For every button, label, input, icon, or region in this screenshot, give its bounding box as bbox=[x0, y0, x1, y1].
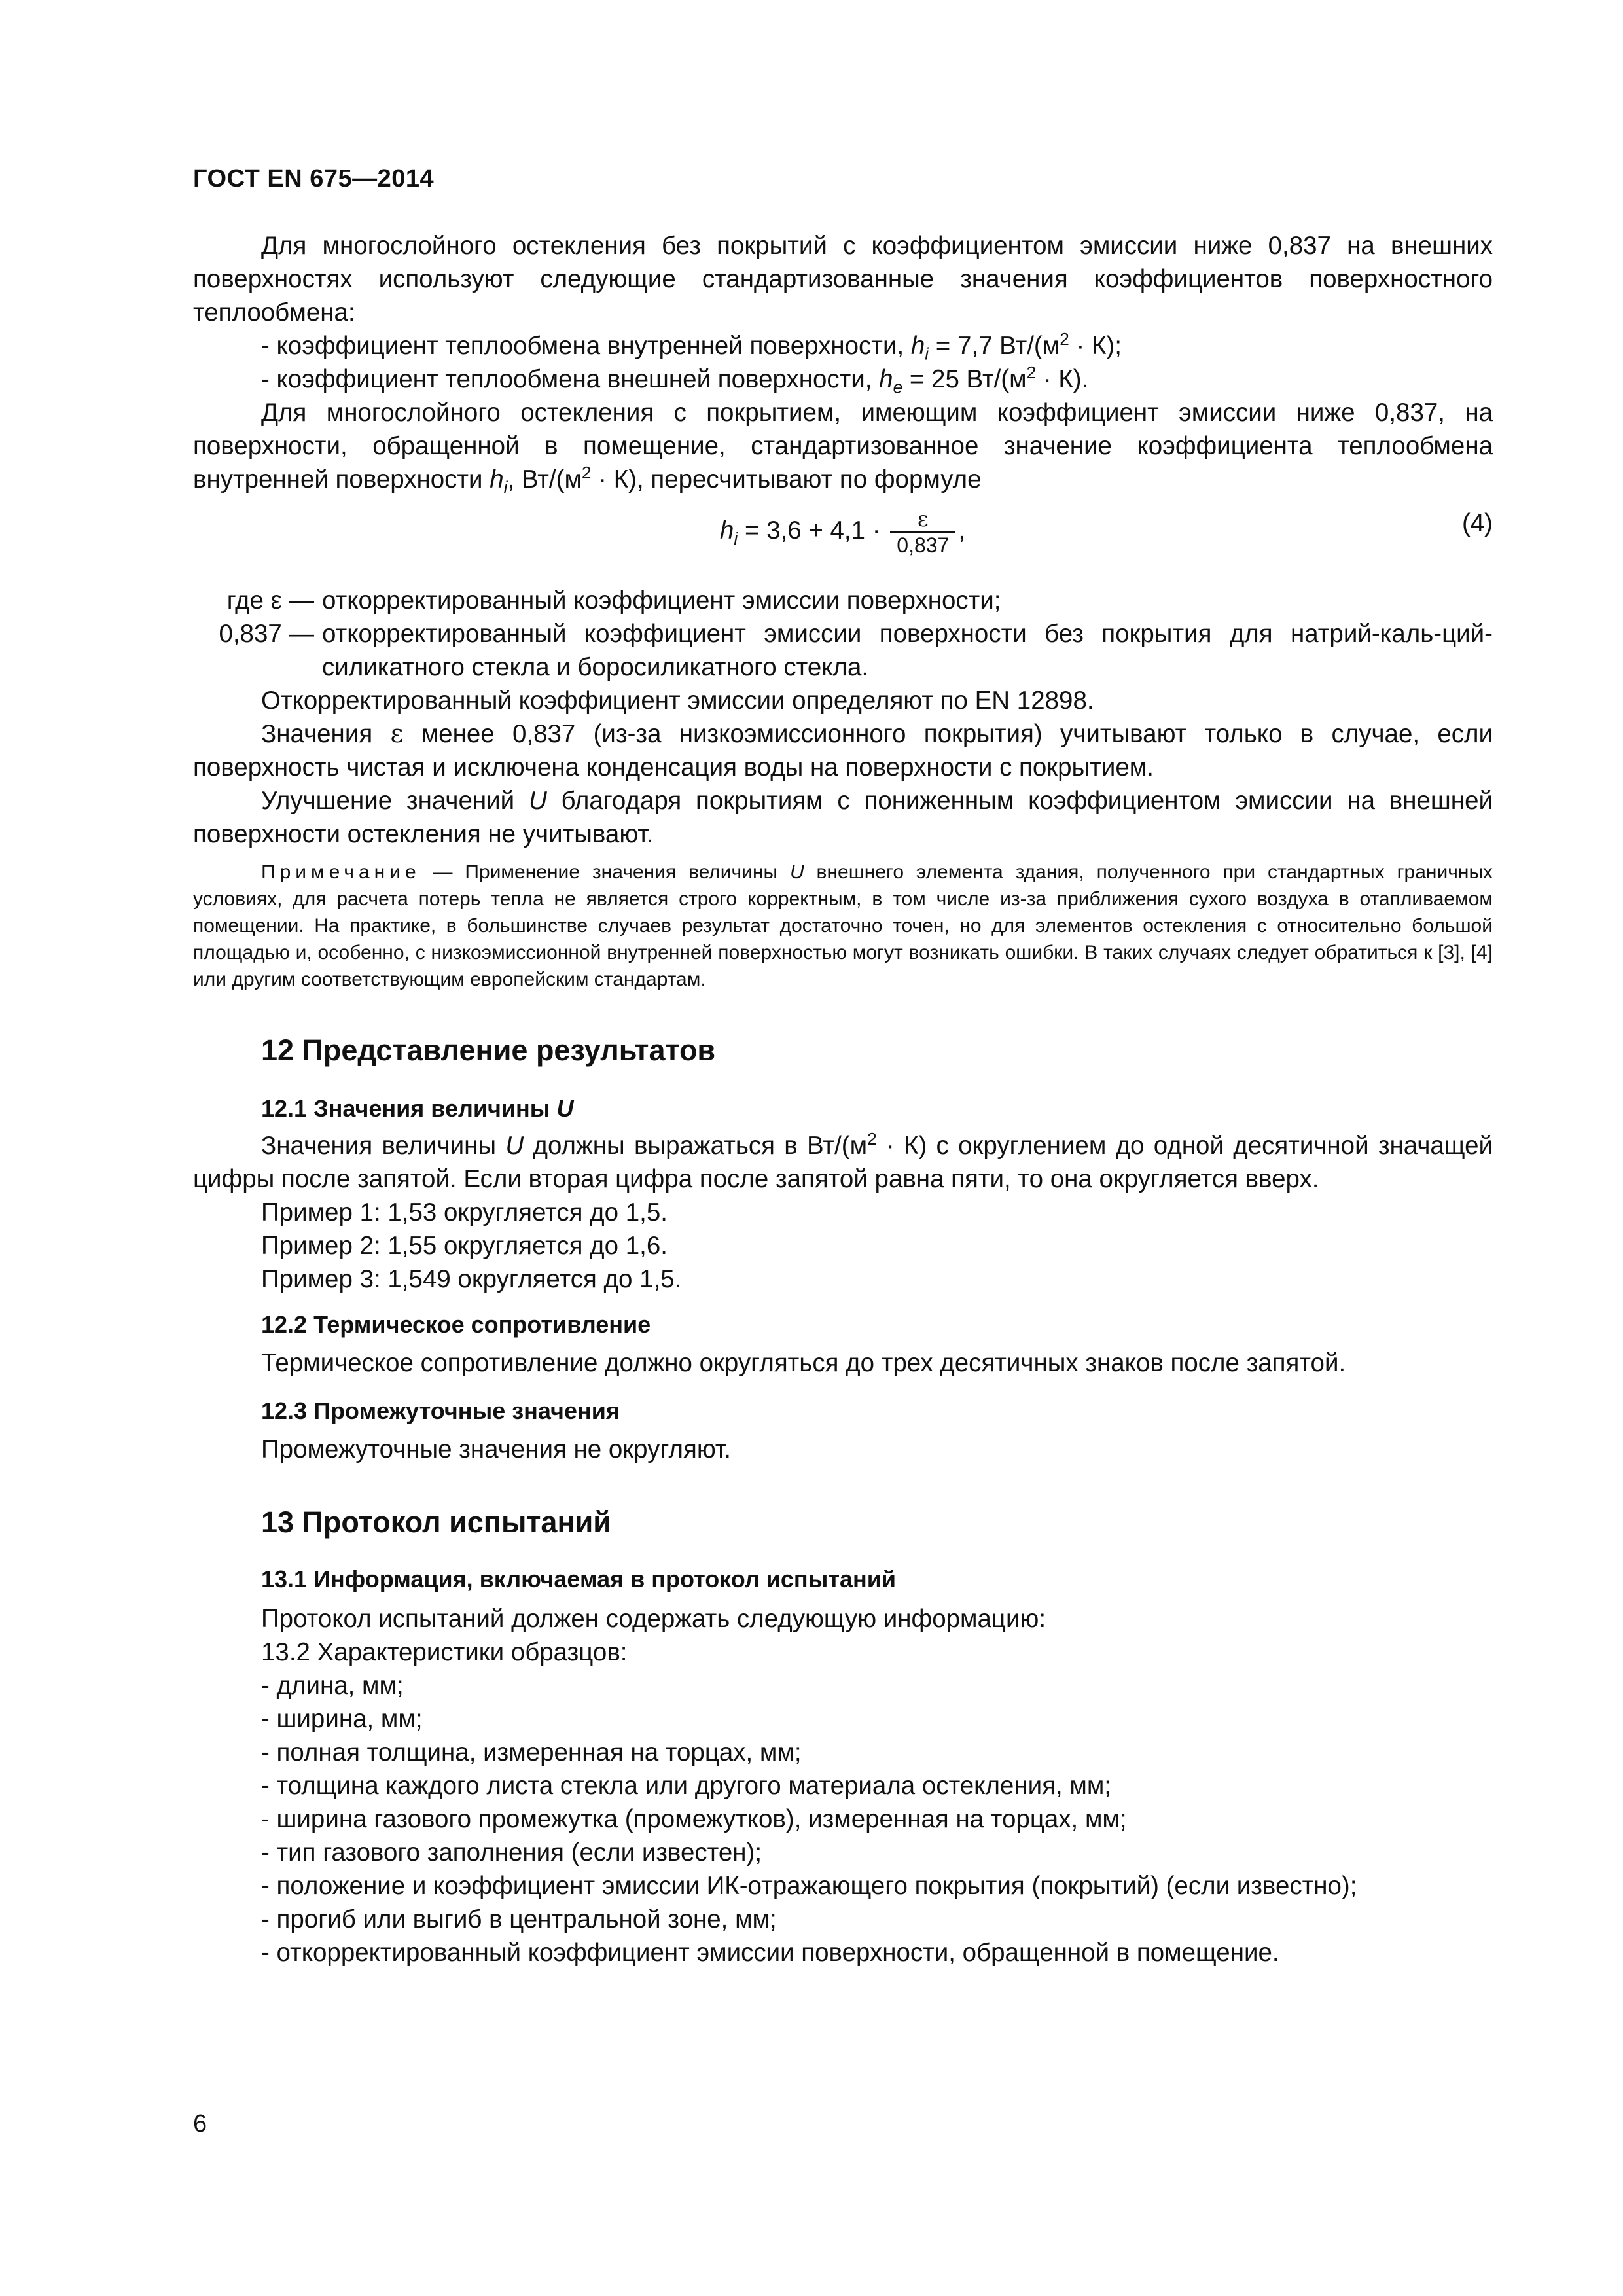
legend-key-epsilon: где ε — bbox=[226, 586, 314, 615]
fraction-denominator: 0,837 bbox=[890, 531, 955, 558]
list-item: - толщина каждого листа стекла или другого материала остекления, мм; bbox=[261, 1772, 1111, 1800]
paragraph-intermediate-values: Промежуточные значения не округляют. bbox=[261, 1435, 731, 1463]
paragraph-epsilon: Значения ε менее 0,837 (из-за низкоэмиссионного покрытия) учитывают только в случае, если поверхность чистая и исключена конденсация воды на поверхности с покрытием. bbox=[193, 719, 1493, 781]
list-item: - откорректированный коэффициент эмиссии поверхности, обращенной в помещение. bbox=[261, 1939, 1279, 1967]
subsection-13-1-heading: 13.1 Информация, включаемая в протокол испытаний bbox=[261, 1566, 897, 1592]
list-item: - ширина газового промежутка (промежутков), измеренная на торцах, мм; bbox=[261, 1805, 1127, 1833]
formula-legend bbox=[193, 584, 1493, 684]
list-item: - полная толщина, измеренная на торцах, мм; bbox=[261, 1738, 802, 1767]
legend-text-epsilon: откорректированный коэффициент эмиссии поверхности; bbox=[322, 586, 1001, 615]
section-13-heading: 13 Протокол испытаний bbox=[261, 1505, 611, 1539]
section-12-heading: 12 Представление результатов bbox=[261, 1033, 716, 1067]
paragraph-protocol-info: Протокол испытаний должен содержать следующую информацию: bbox=[261, 1605, 1046, 1633]
legend-key-0837: 0,837 — bbox=[219, 620, 314, 648]
list-item: - прогиб или выгиб в центральной зоне, мм; bbox=[261, 1905, 777, 1933]
list-item: - положение и коэффициент эмиссии ИК-отражающего покрытия (покрытий) (если известно); bbox=[261, 1872, 1357, 1900]
page-number: 6 bbox=[193, 2110, 207, 2138]
example-2: Пример 2: 1,55 округляется до 1,6. bbox=[261, 1232, 668, 1260]
list-item: - тип газового заполнения (если известен); bbox=[261, 1839, 762, 1867]
note-paragraph: Примечание — Применение значения величины U внешнего элемента здания, полученного при стандартных граничных условиях, для расчета потерь тепла не является строго корректным, в том числе из-за приближения сухого воздуха в отапливаемом помещении. На практике, в большинстве случаев результат достаточно точен, но для элементов остекления с относительно большой площадью и, особенно, с низкоэмиссионной внутренней поверхностью могут возникать ошибки. В таких случаях следует обратиться к [3], [4] или другим соответствующим европейским стандартам. bbox=[193, 861, 1493, 990]
note-label: Примечание bbox=[261, 861, 421, 883]
standard-header: ГОСТ EN 675—2014 bbox=[193, 165, 435, 192]
paragraph-uncoated: Для многослойного остекления без покрытий с коэффициентом эмиссии ниже 0,837 на внешних поверхностях используют следующие стандартизованные значения коэффициентов поверхностного теплообмена: bbox=[193, 232, 1493, 327]
paragraph-u-values: Значения величины U должны выражаться в $Вт/(м^2 \cdot К)$ с округлением до одной десятичной значащей цифры после запятой. Если вторая цифра после запятой равна пяти, то она округляется вверх. bbox=[193, 1129, 1493, 1193]
subsection-12-1-heading: 12.1 Значения величины U bbox=[261, 1095, 574, 1122]
subsection-12-2-heading: 12.2 Термическое сопротивление bbox=[261, 1311, 651, 1338]
example-1: Пример 1: 1,53 округляется до 1,5. bbox=[261, 1198, 668, 1227]
legend-text-0837: откорректированный коэффициент эмиссии поверхности без покрытия для натрий-каль-ций-силикатного стекла и боросиликатного стекла. bbox=[322, 620, 1493, 681]
formula-number: (4) bbox=[1461, 509, 1493, 537]
document-body bbox=[193, 229, 1493, 1969]
subsection-13-2-line: 13.2 Характеристики образцов: bbox=[261, 1638, 628, 1666]
paragraph-en12898: Откорректированный коэффициент эмиссии определяют по EN 12898. bbox=[261, 687, 1094, 715]
paragraph-improvement: Улучшение значений U благодаря покрытиям с пониженным коэффициентом эмиссии на внешней поверхности остекления не учитывают. bbox=[193, 787, 1493, 848]
paragraph-coated: Для многослойного остекления с покрытием, имеющим коэффициент эмиссии ниже 0,837, на поверхности, обращенной в помещение, стандартизованное значение коэффициента теплообмена внутренней поверхности $h_i$, $Вт/(м^2 \cdot К)$, пересчитывают по формуле bbox=[193, 399, 1493, 497]
fraction-numerator: ε bbox=[918, 507, 929, 531]
formula-fraction bbox=[890, 507, 955, 558]
formula-expression: $h_i = 3,6 + 4,1$ · $\frac{\varepsilon}{0,837}$ , bbox=[720, 507, 966, 557]
list-item-he: - коэффициент теплообмена внешней поверхности, $h_e = 25$ $Вт/(м^2 \cdot К)$. bbox=[261, 363, 1089, 397]
subsection-12-3-heading: 12.3 Промежуточные значения bbox=[261, 1397, 620, 1424]
formula-4 bbox=[193, 503, 1493, 575]
list-item: - ширина, мм; bbox=[261, 1705, 423, 1733]
example-3: Пример 3: 1,549 округляется до 1,5. bbox=[261, 1265, 682, 1293]
list-item: - длина, мм; bbox=[261, 1672, 404, 1700]
list-item-hi: - коэффициент теплообмена внутренней поверхности, $h_i = 7,7$ $Вт/(м^2 \cdot К)$; bbox=[261, 329, 1122, 364]
paragraph-thermal-resistance: Термическое сопротивление должно округляться до трех десятичных знаков после запятой. bbox=[261, 1349, 1346, 1377]
